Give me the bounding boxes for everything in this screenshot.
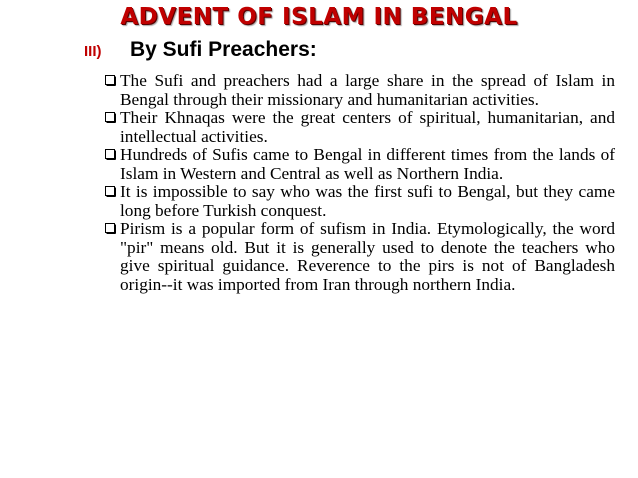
bullet-item — [103, 72, 615, 109]
bullet-text: Their Khnaqas were the great centers of spiritual, humanitarian, and intellectual activities. — [120, 108, 615, 146]
hollow-square-bullet-icon — [105, 223, 116, 234]
section-heading — [84, 38, 317, 68]
bullet-list — [103, 72, 615, 294]
hollow-square-bullet-icon — [105, 149, 116, 160]
bullet-text: Pirism is a popular form of sufism in India. Etymologically, the word "pir" means old. But it is generally used to denote the teachers who give spiritual guidance. Reverence to the pirs is not of Bangladesh origin--it was imported from Iran through northern India. — [120, 219, 615, 294]
bullet-item — [103, 146, 615, 183]
section-heading-text: By Sufi Preachers: — [130, 38, 317, 61]
hollow-square-bullet-icon — [105, 186, 116, 197]
hollow-square-bullet-icon — [105, 112, 116, 123]
slide-title: ADVENT OF ISLAM IN BENGAL — [120, 4, 518, 30]
bullet-text: Hundreds of Sufis came to Bengal in different times from the lands of Islam in Western and Central as well as Northern India. — [120, 145, 615, 183]
bullet-text: It is impossible to say who was the first sufi to Bengal, but they came long before Turkish conquest. — [120, 182, 615, 220]
hollow-square-bullet-icon — [105, 75, 116, 86]
bullet-text: The Sufi and preachers had a large share in the spread of Islam in Bengal through their missionary and humanitarian activities. — [120, 71, 615, 109]
bullet-item — [103, 109, 615, 146]
section-number: III) — [84, 43, 102, 60]
bullet-item — [103, 183, 615, 220]
bullet-item — [103, 220, 615, 294]
